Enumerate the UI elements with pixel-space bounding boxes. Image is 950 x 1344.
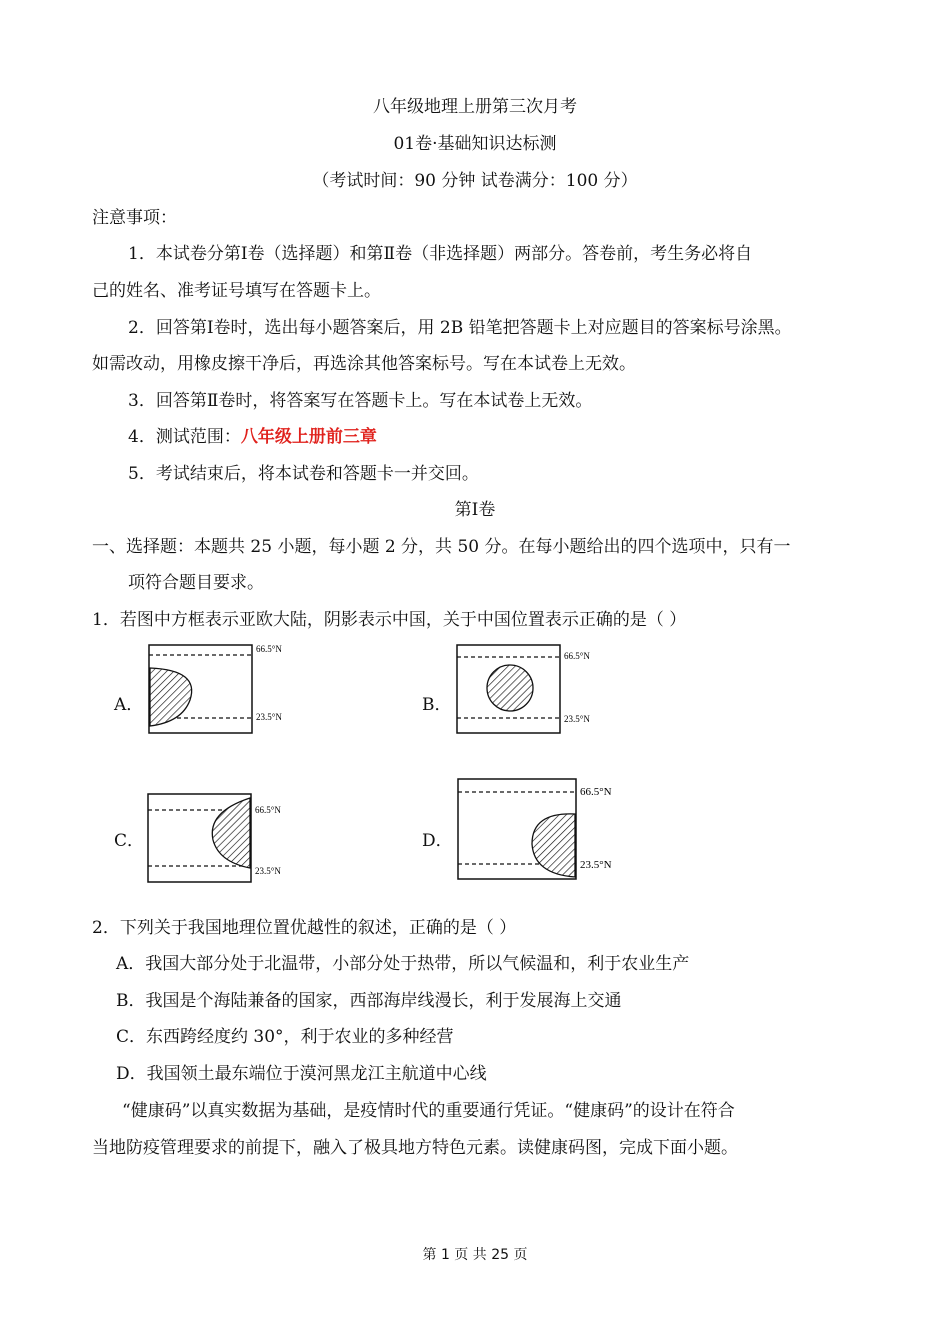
q1-stem: 1．若图中方框表示亚欧大陆，阴影表示中国，关于中国位置表示正确的是（ ） [92,610,687,630]
q1-option-b-figure [456,640,606,740]
test-scope: 八年级上册前三章 [240,427,377,447]
note-3: 3．回答第Ⅱ卷时，将答案写在答题卡上。写在本试卷上无效。 [128,391,593,411]
lat-bottom-label: 23.5°N [580,859,612,871]
lat-top-label: 66.5°N [580,786,612,798]
q1-option-a-figure [148,640,298,740]
note-4-prefix: 4．测试范围： [128,427,241,447]
note-2-line1: 2．回答第Ⅰ卷时，选出每小题答案后，用 2B 铅笔把答题卡上对应题目的答案标号涂黑。 [128,318,792,338]
note-1-line2: 己的姓名、准考证号填写在答题卡上。 [92,281,381,301]
q2-option-b: B．我国是个海陆兼备的国家，西部海岸线漫长，利于发展海上交通 [116,991,622,1011]
exam-title: 八年级地理上册第三次月考 [373,97,577,117]
q2-option-a: A．我国大部分处于北温带，小部分处于热带，所以气候温和，利于农业生产 [116,954,690,974]
q1-option-c-label: C． [114,831,145,851]
section-instruction-line1: 一、选择题：本题共 25 小题，每小题 2 分，共 50 分。在每小题给出的四个选项中，只有一 [92,537,791,557]
note-5: 5．考试结束后，将本试卷和答题卡一并交回。 [128,464,479,484]
q2-option-d: D．我国领土最东端位于漠河黑龙江主航道中心线 [116,1064,487,1084]
q2-option-c: C．东西跨经度约 30°，利于农业的多种经营 [116,1027,454,1047]
lat-bottom-label: 23.5°N [256,712,282,722]
section-instruction-line2: 项符合题目要求。 [128,573,264,593]
lat-bottom-label: 23.5°N [255,866,281,876]
notes-heading: 注意事项： [92,208,177,228]
passage-line2: 当地防疫管理要求的前提下，融入了极具地方特色元素。读健康码图，完成下面小题。 [92,1138,738,1158]
note-1-line1: 1．本试卷分第Ⅰ卷（选择题）和第Ⅱ卷（非选择题）两部分。答卷前，考生务必将自 [128,244,753,264]
q2-stem: 2．下列关于我国地理位置优越性的叙述，正确的是（ ） [92,918,517,938]
q1-option-d-label: D． [422,831,453,851]
q1-option-b-label: B． [422,695,452,715]
volume-title: 第Ⅰ卷 [454,500,496,520]
q1-option-a-label: A． [114,695,144,715]
passage-line1: “健康码”以真实数据为基础，是疫情时代的重要通行凭证。“健康码”的设计在符合 [122,1101,735,1121]
lat-bottom-label: 23.5°N [564,714,590,724]
note-2-line2: 如需改动，用橡皮擦干净后，再选涂其他答案标号。写在本试卷上无效。 [92,354,636,374]
lat-top-label: 66.5°N [255,805,281,815]
q1-option-d-figure [456,776,631,886]
exam-subtitle: 01卷·基础知识达标测 [393,134,557,154]
lat-top-label: 66.5°N [564,651,590,661]
q1-option-c-figure [147,790,297,890]
exam-info: （考试时间：90 分钟 试卷满分：100 分） [312,171,638,191]
note-4 [128,426,377,448]
lat-top-label: 66.5°N [256,644,282,654]
page-number: 第 1 页 共 25 页 [422,1247,528,1263]
